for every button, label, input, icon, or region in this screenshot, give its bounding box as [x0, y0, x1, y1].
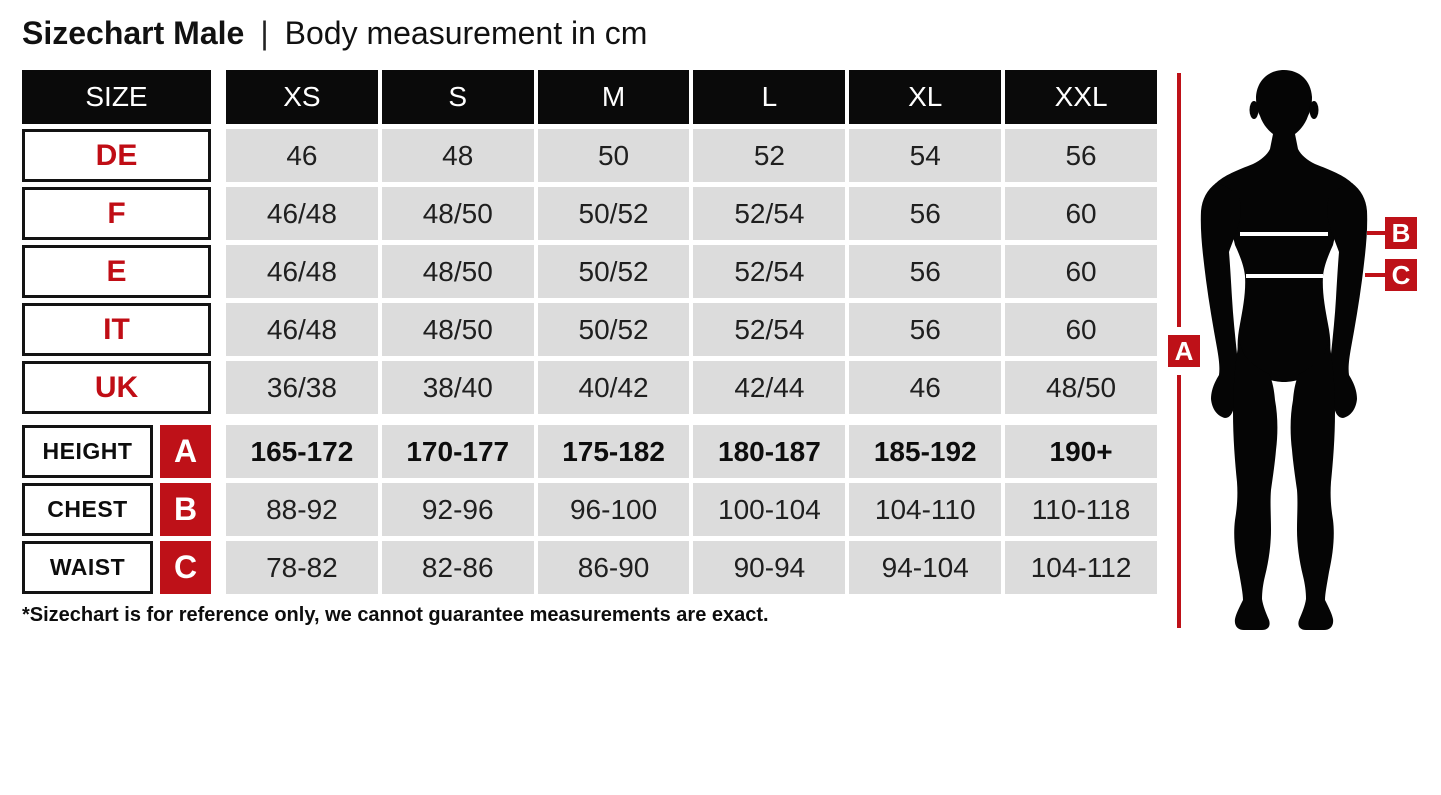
row-label-height: HEIGHT — [22, 425, 153, 478]
size-value-cell: 60 — [1005, 303, 1157, 356]
measurement-value-cell: 86-90 — [538, 541, 690, 594]
size-value-cell: 56 — [849, 303, 1001, 356]
table-row-uk — [22, 361, 1157, 414]
column-header-m: M — [538, 70, 690, 124]
size-conversion-table — [22, 70, 1157, 419]
size-value-cell: 56 — [849, 245, 1001, 298]
size-value-cell: 46/48 — [226, 245, 378, 298]
letter-badge-b: B — [160, 483, 211, 536]
page-title — [22, 16, 647, 51]
row-values — [226, 425, 1157, 478]
table-row-f — [22, 187, 1157, 240]
table-header-row — [22, 70, 1157, 124]
row-values — [226, 303, 1157, 356]
row-values — [226, 129, 1157, 182]
title-subtitle: Body measurement in cm — [284, 15, 648, 51]
size-value-cell: 42/44 — [693, 361, 845, 414]
letter-badge-c: C — [160, 541, 211, 594]
column-header-size: SIZE — [22, 70, 211, 124]
measurement-value-cell: 170-177 — [382, 425, 534, 478]
size-value-cell: 50 — [538, 129, 690, 182]
size-value-cell: 38/40 — [382, 361, 534, 414]
table-row-de — [22, 129, 1157, 182]
table-row-it — [22, 303, 1157, 356]
row-values — [226, 483, 1157, 536]
column-header-s: S — [382, 70, 534, 124]
chest-label-badge: B — [1385, 217, 1417, 249]
size-value-cell: 48/50 — [382, 245, 534, 298]
row-values — [226, 187, 1157, 240]
column-header-xl: XL — [849, 70, 1001, 124]
measurement-value-cell: 92-96 — [382, 483, 534, 536]
measurement-value-cell: 104-112 — [1005, 541, 1157, 594]
size-value-cell: 46/48 — [226, 303, 378, 356]
size-value-cell: 50/52 — [538, 245, 690, 298]
measurement-value-cell: 165-172 — [226, 425, 378, 478]
row-label-col — [22, 129, 211, 182]
table-row-e — [22, 245, 1157, 298]
size-value-cell: 48/50 — [382, 303, 534, 356]
measurement-value-cell: 185-192 — [849, 425, 1001, 478]
size-value-cell: 40/42 — [538, 361, 690, 414]
size-value-cell: 48/50 — [382, 187, 534, 240]
letter-badge-a: A — [160, 425, 211, 478]
row-label-waist: WAIST — [22, 541, 153, 594]
row-label-e: E — [22, 245, 211, 298]
table-row-chest — [22, 483, 1157, 536]
measurement-value-cell: 78-82 — [226, 541, 378, 594]
row-values — [226, 361, 1157, 414]
waist-pointer-line — [1365, 273, 1387, 277]
male-silhouette — [1165, 40, 1441, 652]
height-measure-line-upper — [1177, 73, 1181, 327]
size-value-cell: 52/54 — [693, 245, 845, 298]
measurement-value-cell: 190+ — [1005, 425, 1157, 478]
height-label-badge: A — [1168, 335, 1200, 367]
size-value-cell: 54 — [849, 129, 1001, 182]
size-value-cell: 56 — [1005, 129, 1157, 182]
row-label-col — [22, 245, 211, 298]
measurement-value-cell: 110-118 — [1005, 483, 1157, 536]
size-value-cell: 52/54 — [693, 303, 845, 356]
size-value-cell: 46 — [849, 361, 1001, 414]
column-header-l: L — [693, 70, 845, 124]
row-label-it: IT — [22, 303, 211, 356]
measurement-label-col — [22, 483, 211, 536]
size-value-cell: 50/52 — [538, 187, 690, 240]
size-value-cell: 60 — [1005, 245, 1157, 298]
row-values — [226, 541, 1157, 594]
header-label-col — [22, 70, 211, 124]
measurement-value-cell: 82-86 — [382, 541, 534, 594]
size-value-cell: 52/54 — [693, 187, 845, 240]
title-main: Sizechart Male — [22, 15, 245, 51]
size-value-cell: 48/50 — [1005, 361, 1157, 414]
size-value-cell: 46/48 — [226, 187, 378, 240]
row-label-f: F — [22, 187, 211, 240]
chest-measure-line — [1240, 232, 1328, 236]
row-label-col — [22, 303, 211, 356]
size-value-cell: 56 — [849, 187, 1001, 240]
measurement-label-col — [22, 425, 211, 478]
table-row-height — [22, 425, 1157, 478]
measurement-value-cell: 104-110 — [849, 483, 1001, 536]
size-value-cell: 48 — [382, 129, 534, 182]
size-value-cell: 60 — [1005, 187, 1157, 240]
measurement-value-cell: 94-104 — [849, 541, 1001, 594]
measurement-value-cell: 88-92 — [226, 483, 378, 536]
header-size-columns — [226, 70, 1157, 124]
measurement-value-cell: 100-104 — [693, 483, 845, 536]
footnote: *Sizechart is for reference only, we cannot guarantee measurements are exact. — [22, 604, 769, 626]
column-header-xs: XS — [226, 70, 378, 124]
body-figure — [1165, 40, 1441, 652]
size-value-cell: 36/38 — [226, 361, 378, 414]
size-value-cell: 52 — [693, 129, 845, 182]
column-header-xxl: XXL — [1005, 70, 1157, 124]
table-row-waist — [22, 541, 1157, 594]
row-values — [226, 245, 1157, 298]
size-value-cell: 46 — [226, 129, 378, 182]
row-label-de: DE — [22, 129, 211, 182]
row-label-col — [22, 187, 211, 240]
measurement-value-cell: 175-182 — [538, 425, 690, 478]
waist-label-badge: C — [1385, 259, 1417, 291]
measurement-label-col — [22, 541, 211, 594]
height-measure-line-lower — [1177, 375, 1181, 628]
measurement-value-cell: 96-100 — [538, 483, 690, 536]
row-label-uk: UK — [22, 361, 211, 414]
waist-measure-line — [1246, 274, 1323, 278]
body-measurement-table — [22, 425, 1157, 599]
row-label-chest: CHEST — [22, 483, 153, 536]
measurement-value-cell: 180-187 — [693, 425, 845, 478]
row-label-col — [22, 361, 211, 414]
chest-pointer-line — [1367, 231, 1387, 235]
title-separator: | — [260, 15, 269, 51]
measurement-value-cell: 90-94 — [693, 541, 845, 594]
size-value-cell: 50/52 — [538, 303, 690, 356]
